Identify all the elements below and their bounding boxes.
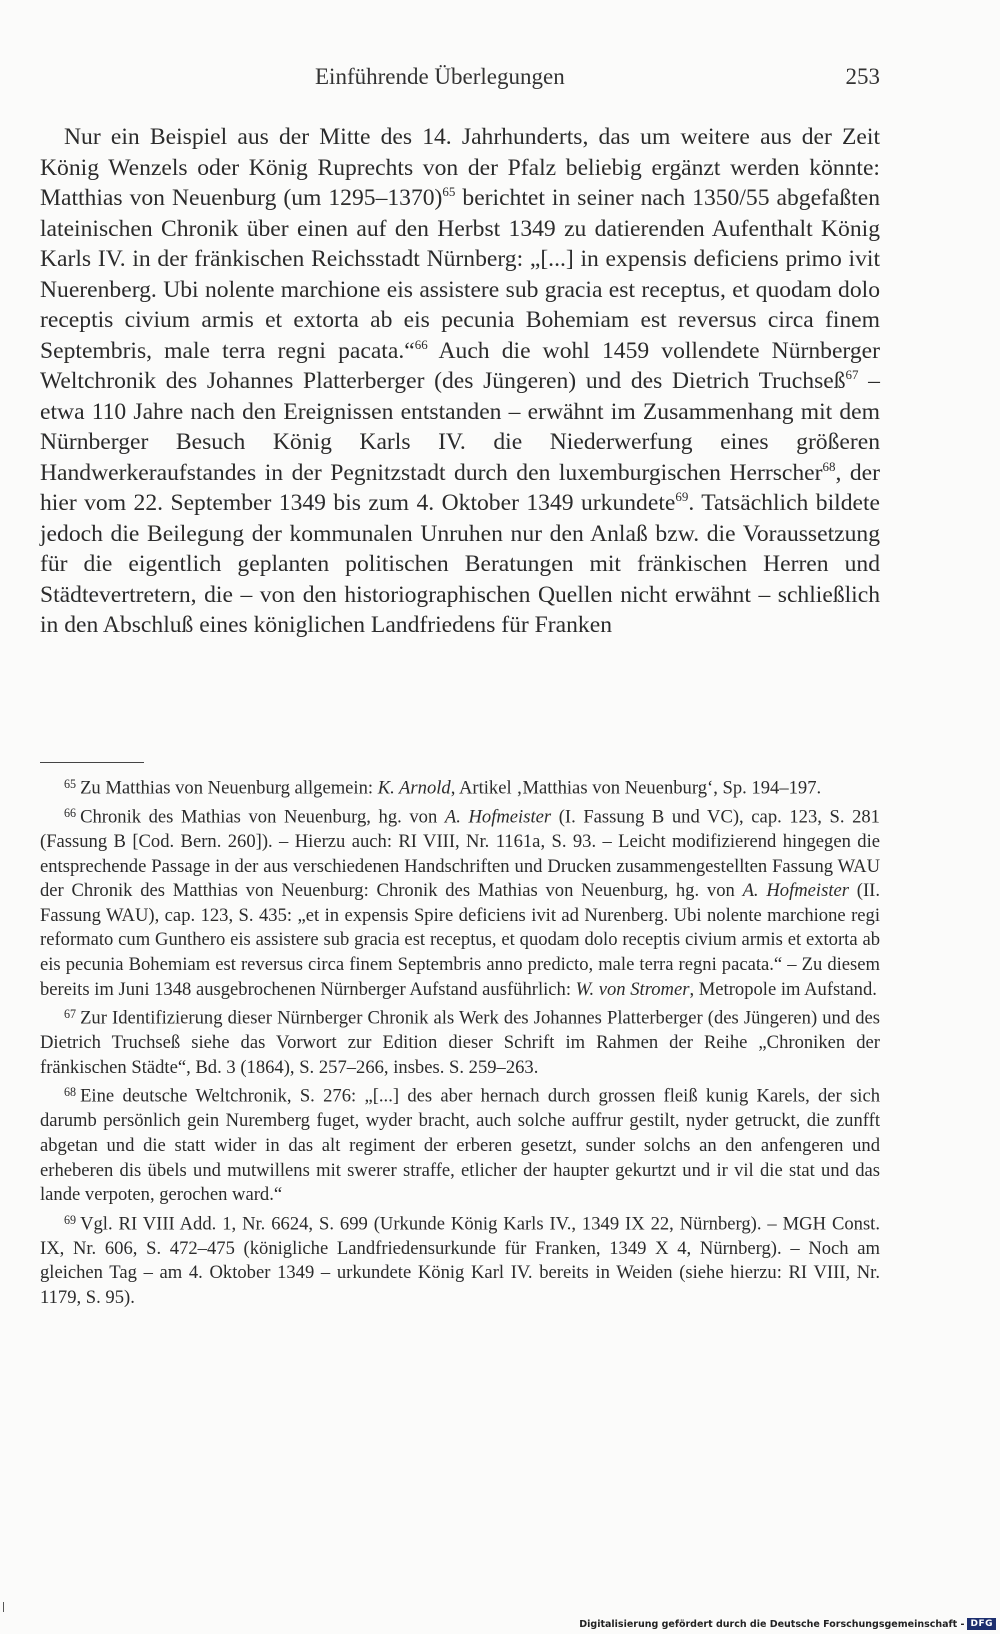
body-text-segment: . Tatsächlich bildete jedoch die Beilegung der kommunalen Unruhen nur den Anlaß bzw. die Voraussetzung für die eigentlich geplanten politischen Beratungen mit fränkischen Herren und Städtevertretern, die – von den historiographischen Quellen nicht erwähnt – schließlich in den Abschluß eines königlichen Landfriedens für Franken xyxy=(40,490,880,638)
footnote-text: Vgl. RI VIII Add. 1, Nr. 6624, S. 699 (Urkunde König Karls IV., 1349 IX 22, Nürnberg). – MGH Const. IX, Nr. 606, S. 472–475 (königliche Landfriedensurkunde für Franken, 1349 X 4, Nürnberg). – Noch am gleichen Tag – am 4. Oktober 1349 – urkundete König Karl IV. bereits in Weiden (siehe hierzu: RI VIII, Nr. 1179, S. 95). xyxy=(40,1213,880,1309)
footnote-separator xyxy=(40,762,144,763)
footnote-67 xyxy=(40,1002,880,1080)
footnote-65 xyxy=(40,772,880,801)
body-text xyxy=(40,122,880,641)
credit-text: Digitalisierung gefördert durch die Deutsche Forschungsgemeinschaft - xyxy=(579,1618,965,1630)
footnote-author: A. Hofmeister xyxy=(742,880,849,902)
footnote-number: 69 xyxy=(64,1212,77,1227)
body-text-segment: Auch die wohl 1459 vollendete Nürnberger Weltchronik des Johannes Platterberger (des Jüngeren) und des Dietrich Truchseß xyxy=(40,337,880,394)
running-head-title: Einführende Überlegungen xyxy=(315,64,565,89)
footnotes xyxy=(40,772,880,1311)
footnote-text: Chronik des Mathias von Neuenburg, hg. von xyxy=(80,806,445,828)
footnote-ref-68[interactable]: 68 xyxy=(822,458,836,474)
dfg-logo[interactable]: DFG xyxy=(967,1618,996,1630)
footnote-text: , Artikel ‚Matthias von Neuenburg‘, Sp. 194–197. xyxy=(450,777,822,799)
footnote-68 xyxy=(40,1080,880,1207)
footnote-number: 66 xyxy=(64,806,77,821)
footnote-text: Eine deutsche Weltchronik, S. 276: „[...] des aber hernach durch grossen fleiß kunig Karels, der sich darumb persönlich gein Nuremberg fuget, wyder bracht, auch solche auffrur gestilt, nyder getruckt, die zunfft abgetan und die statt wider in das alt regiment der erberen gesetzt, sunder solchs an den anfengeren und erheberen dis übels und mutwillens mit swerer straffe, etlicher der haupter gekurtzt und ir vil die stat und das lande verpoten, gerochen ward.“ xyxy=(40,1085,880,1206)
footnote-text: (II. Fassung WAU), cap. 123, S. 435: „et in expensis Spire deficiens ivit ad Nurenberg. Ubi nolente marchione regi reformato cum Gunthero eis assistere sub gracia est receptus, et quodam dolo receptis civium armis et extorta ab eis pecunia Bohemiam est reversus circa finem Septembris anno predicto, male terra regni pacata.“ – Zu diesem bereits im Juni 1348 ausgebrochenen Nürnberger Aufstand ausführlich: xyxy=(40,880,881,1000)
page-number: 253 xyxy=(845,64,880,89)
footnote-number: 67 xyxy=(64,1007,77,1022)
digitization-credit xyxy=(579,1618,996,1630)
body-text-segment: , der hier vom 22. September 1349 bis zum 4. Oktober 1349 urkundete xyxy=(40,459,880,516)
footnote-number: 65 xyxy=(64,777,77,791)
footnote-ref-67[interactable]: 67 xyxy=(845,366,859,382)
body-text-segment: berichtet in seiner nach 1350/55 abgefaßten lateinischen Chronik über einen auf den Herbst 1349 zu datierenden Aufenthalt König Karls IV. in der fränkischen Reichsstadt Nürnberg: „[...] in expensis deficiens primo ivit Nuerenberg. Ubi nolente marchione eis assistere sub gracia est receptus, et quodam dolo receptis civium armis et extorta ab eis pecunia Bohemiam est reversus circa finem Septembris, male terra regni pacata.“ xyxy=(40,185,880,364)
footnote-text: Zur Identifizierung dieser Nürnberger Chronik als Werk des Johannes Platterberger (des Jüngeren) und des Dietrich Truchseß siehe das Vorwort zur Edition dieser Schrift im Rahmen der Reihe „Chroniken der fränkischen Städte“, Bd. 3 (1864), S. 257–266, insbes. S. 259–263. xyxy=(40,1007,880,1078)
footnote-author: W. von Stromer xyxy=(575,978,690,1000)
footnote-author: A. Hofmeister xyxy=(444,806,552,828)
footnote-ref-65[interactable]: 65 xyxy=(442,183,456,199)
scan-mark xyxy=(3,1602,4,1612)
footnote-ref-69[interactable]: 69 xyxy=(675,488,689,504)
footnote-number: 68 xyxy=(64,1085,77,1100)
footnote-text: Zu Matthias von Neuenburg allgemein: xyxy=(80,777,378,799)
footnote-text: (I. Fassung B und VC), cap. 123, S. 281 (Fassung B [Cod. Bern. 260]). – Hierzu auch: RI VIII, Nr. 1161a, S. 93. – Leicht modifizierend hingegen die entsprechende Passage in der aus verschiedenen Handschriften und Drucken zusammengestellten Fassung WAU der Chronik des Matthias von Neuenburg: Chronik des Mathias von Neuenburg, hg. von xyxy=(40,806,880,902)
footnote-text: , Metropole im Aufstand. xyxy=(689,978,877,1000)
body-text-segment: – etwa 110 Jahre nach den Ereignissen entstanden – erwähnt im Zusammenhang mit dem Nürnberger Besuch König Karls IV. die Niederwerfung eines größeren Handwerkeraufstandes in der Pegnitzstadt durch den luxemburgischen Herrscher xyxy=(40,368,880,486)
footnote-69 xyxy=(40,1208,880,1311)
body-text-segment: Nur ein Beispiel aus der Mitte des 14. Jahrhunderts, das um weitere aus der Zeit König Wenzels oder König Ruprechts von der Pfalz beliebig ergänzt werden könnte: Matthias von Neuenburg (um 1295–1370) xyxy=(40,124,880,211)
footnote-ref-66[interactable]: 66 xyxy=(414,336,428,352)
footnote-author: K. Arnold xyxy=(377,777,451,799)
footnote-66 xyxy=(40,801,880,1002)
body-paragraph xyxy=(40,122,880,641)
